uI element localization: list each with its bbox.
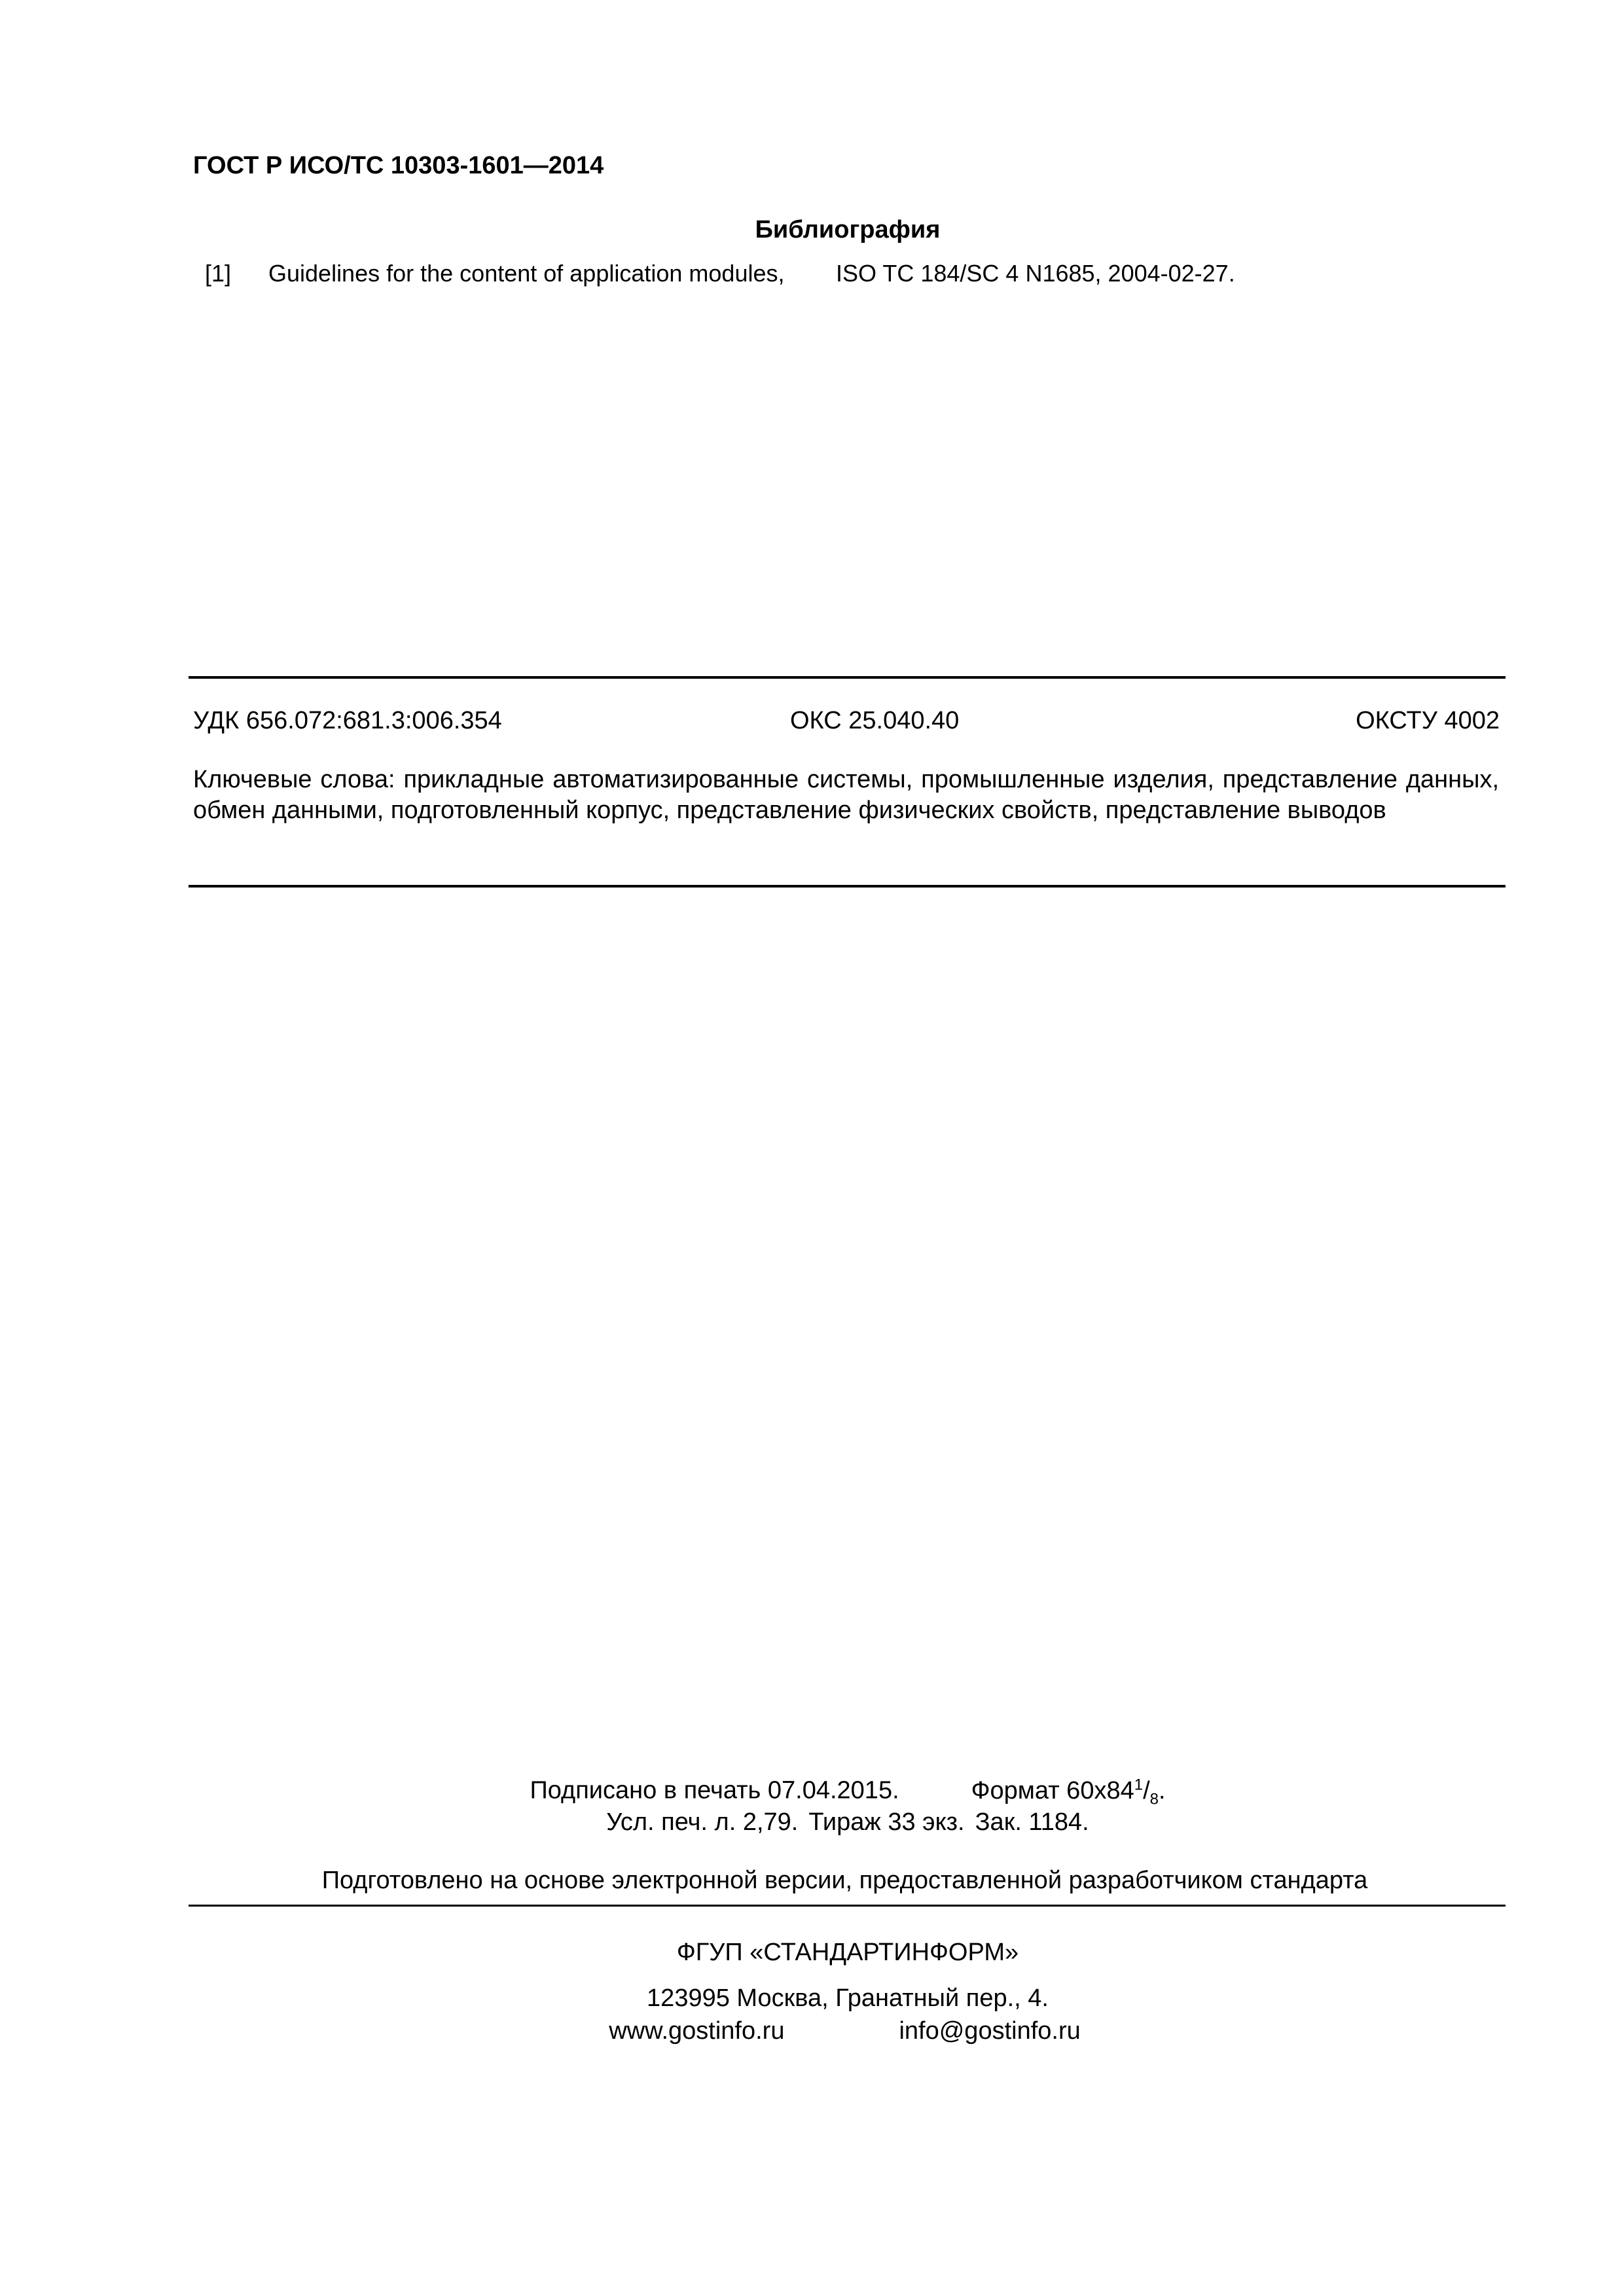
- bibliography-title: Библиография: [755, 216, 941, 243]
- signed-date: Подписано в печать 07.04.2015.: [530, 1776, 899, 1804]
- udk-code: УДК 656.072:681.3:006.354: [193, 707, 502, 734]
- publisher-contacts: [0, 2017, 1624, 2045]
- publisher-name: ФГУП «СТАНДАРТИНФОРМ»: [676, 1939, 1019, 1966]
- publisher-email-link[interactable]: info@gostinfo.ru: [899, 2017, 1081, 2045]
- document-number: ГОСТ Р ИСО/ТС 10303-1601—2014: [193, 152, 604, 179]
- imprint-signed-line: [0, 1776, 1624, 1808]
- print-sheets: Усл. печ. л. 2,79.: [606, 1808, 799, 1836]
- paper-format: Формат $60х84^1/_8$.: [971, 1776, 1166, 1808]
- divider-top: [189, 676, 1506, 679]
- paper-format-suffix: .: [1159, 1776, 1166, 1804]
- divider-bottom: [189, 1905, 1506, 1907]
- publisher-address: 123995 Москва, Гранатный пер., 4.: [647, 1984, 1049, 2012]
- bibliography-item-source: ISO TC 184/SC 4 N1685, 2004-02-27.: [836, 260, 1235, 287]
- keywords-paragraph: Ключевые слова: прикладные автоматизированные системы, промышленные изделия, представление данных, обмен данными, подготовленный корпус, представление физических свойств, представление выводов: [193, 766, 1499, 824]
- bibliography-item-title: Guidelines for the content of application modules,: [268, 260, 785, 287]
- divider-middle: [189, 885, 1506, 888]
- order-number: Зак. 1184.: [975, 1808, 1089, 1836]
- publisher-website-link[interactable]: www.gostinfo.ru: [609, 2017, 785, 2045]
- okstu-code: ОКСТУ 4002: [1356, 707, 1500, 734]
- prepared-note: Подготовлено на основе электронной версии, предоставленной разработчиком стандарта: [321, 1867, 1368, 1894]
- oks-code: ОКС 25.040.40: [790, 707, 960, 734]
- paper-format-prefix: Формат 60х84: [971, 1776, 1134, 1804]
- bibliography-item-number: [1]: [205, 260, 232, 287]
- paper-format-denominator: 8: [1149, 1790, 1159, 1808]
- paper-format-numerator: 1: [1134, 1776, 1144, 1793]
- imprint-print-line: [0, 1808, 1624, 1837]
- print-run: Тираж 33 экз.: [808, 1808, 965, 1836]
